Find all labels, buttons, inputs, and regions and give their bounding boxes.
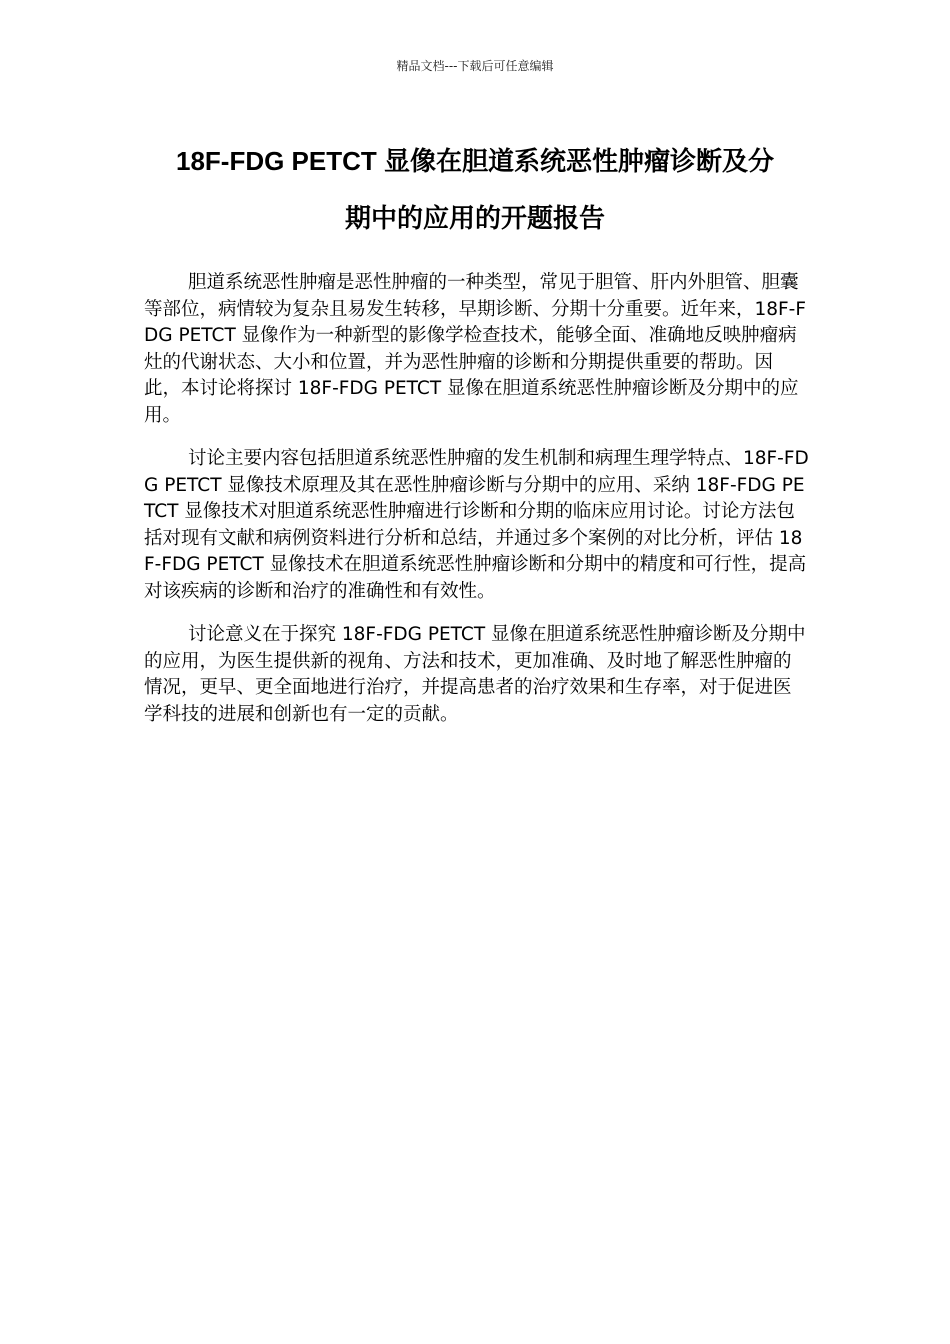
paragraph-intro: 胆道系统恶性肿瘤是恶性肿瘤的一种类型，常见于胆管、肝内外胆管、胆囊等部位，病情较为复杂且易发生转移，早期诊断、分期十分重要。近年来，18F-FDG PETCT 显像作为一种新型的影像学检查技术，能够全面、准确地反映肿瘤病灶的代谢状态、大小和位置，并为恶性肿瘤的诊断和分期提供重要的帮助。因此，本讨论将探讨 18F-FDG PETCT 显像在胆道系统恶性肿瘤诊断及分期中的应用。 bbox=[144, 272, 807, 426]
paragraph-content: 讨论主要内容包括胆道系统恶性肿瘤的发生机制和病理生理学特点、18F-FDG PETCT 显像技术原理及其在恶性肿瘤诊断与分期中的应用、采纳 18F-FDG PETCT 显像技术对胆道系统恶性肿瘤进行诊断和分期的临床应用讨论。讨论方法包括对现有文献和病例资料进行分析和总结，并通过多个案例的对比分析，评估 18F-FDG PETCT 显像技术在胆道系统恶性肿瘤诊断和分期中的精度和可行性，提高对该疾病的诊断和治疗的准确性和有效性。 bbox=[144, 448, 809, 602]
document-title bbox=[120, 133, 830, 247]
title-line-1: 18F-FDG PETCT 显像在胆道系统恶性肿瘤诊断及分 bbox=[175, 146, 774, 176]
title-line-2: 期中的应用的开题报告 bbox=[344, 203, 605, 233]
header-note: 精品文档---下载后可任意编辑 bbox=[396, 59, 554, 73]
document-body bbox=[144, 270, 809, 745]
paragraph-significance: 讨论意义在于探究 18F-FDG PETCT 显像在胆道系统恶性肿瘤诊断及分期中的应用，为医生提供新的视角、方法和技术，更加准确、及时地了解恶性肿瘤的情况，更早、更全面地进行治疗，并提高患者的治疗效果和生存率，对于促进医学科技的进展和创新也有一定的贡献。 bbox=[144, 624, 806, 725]
